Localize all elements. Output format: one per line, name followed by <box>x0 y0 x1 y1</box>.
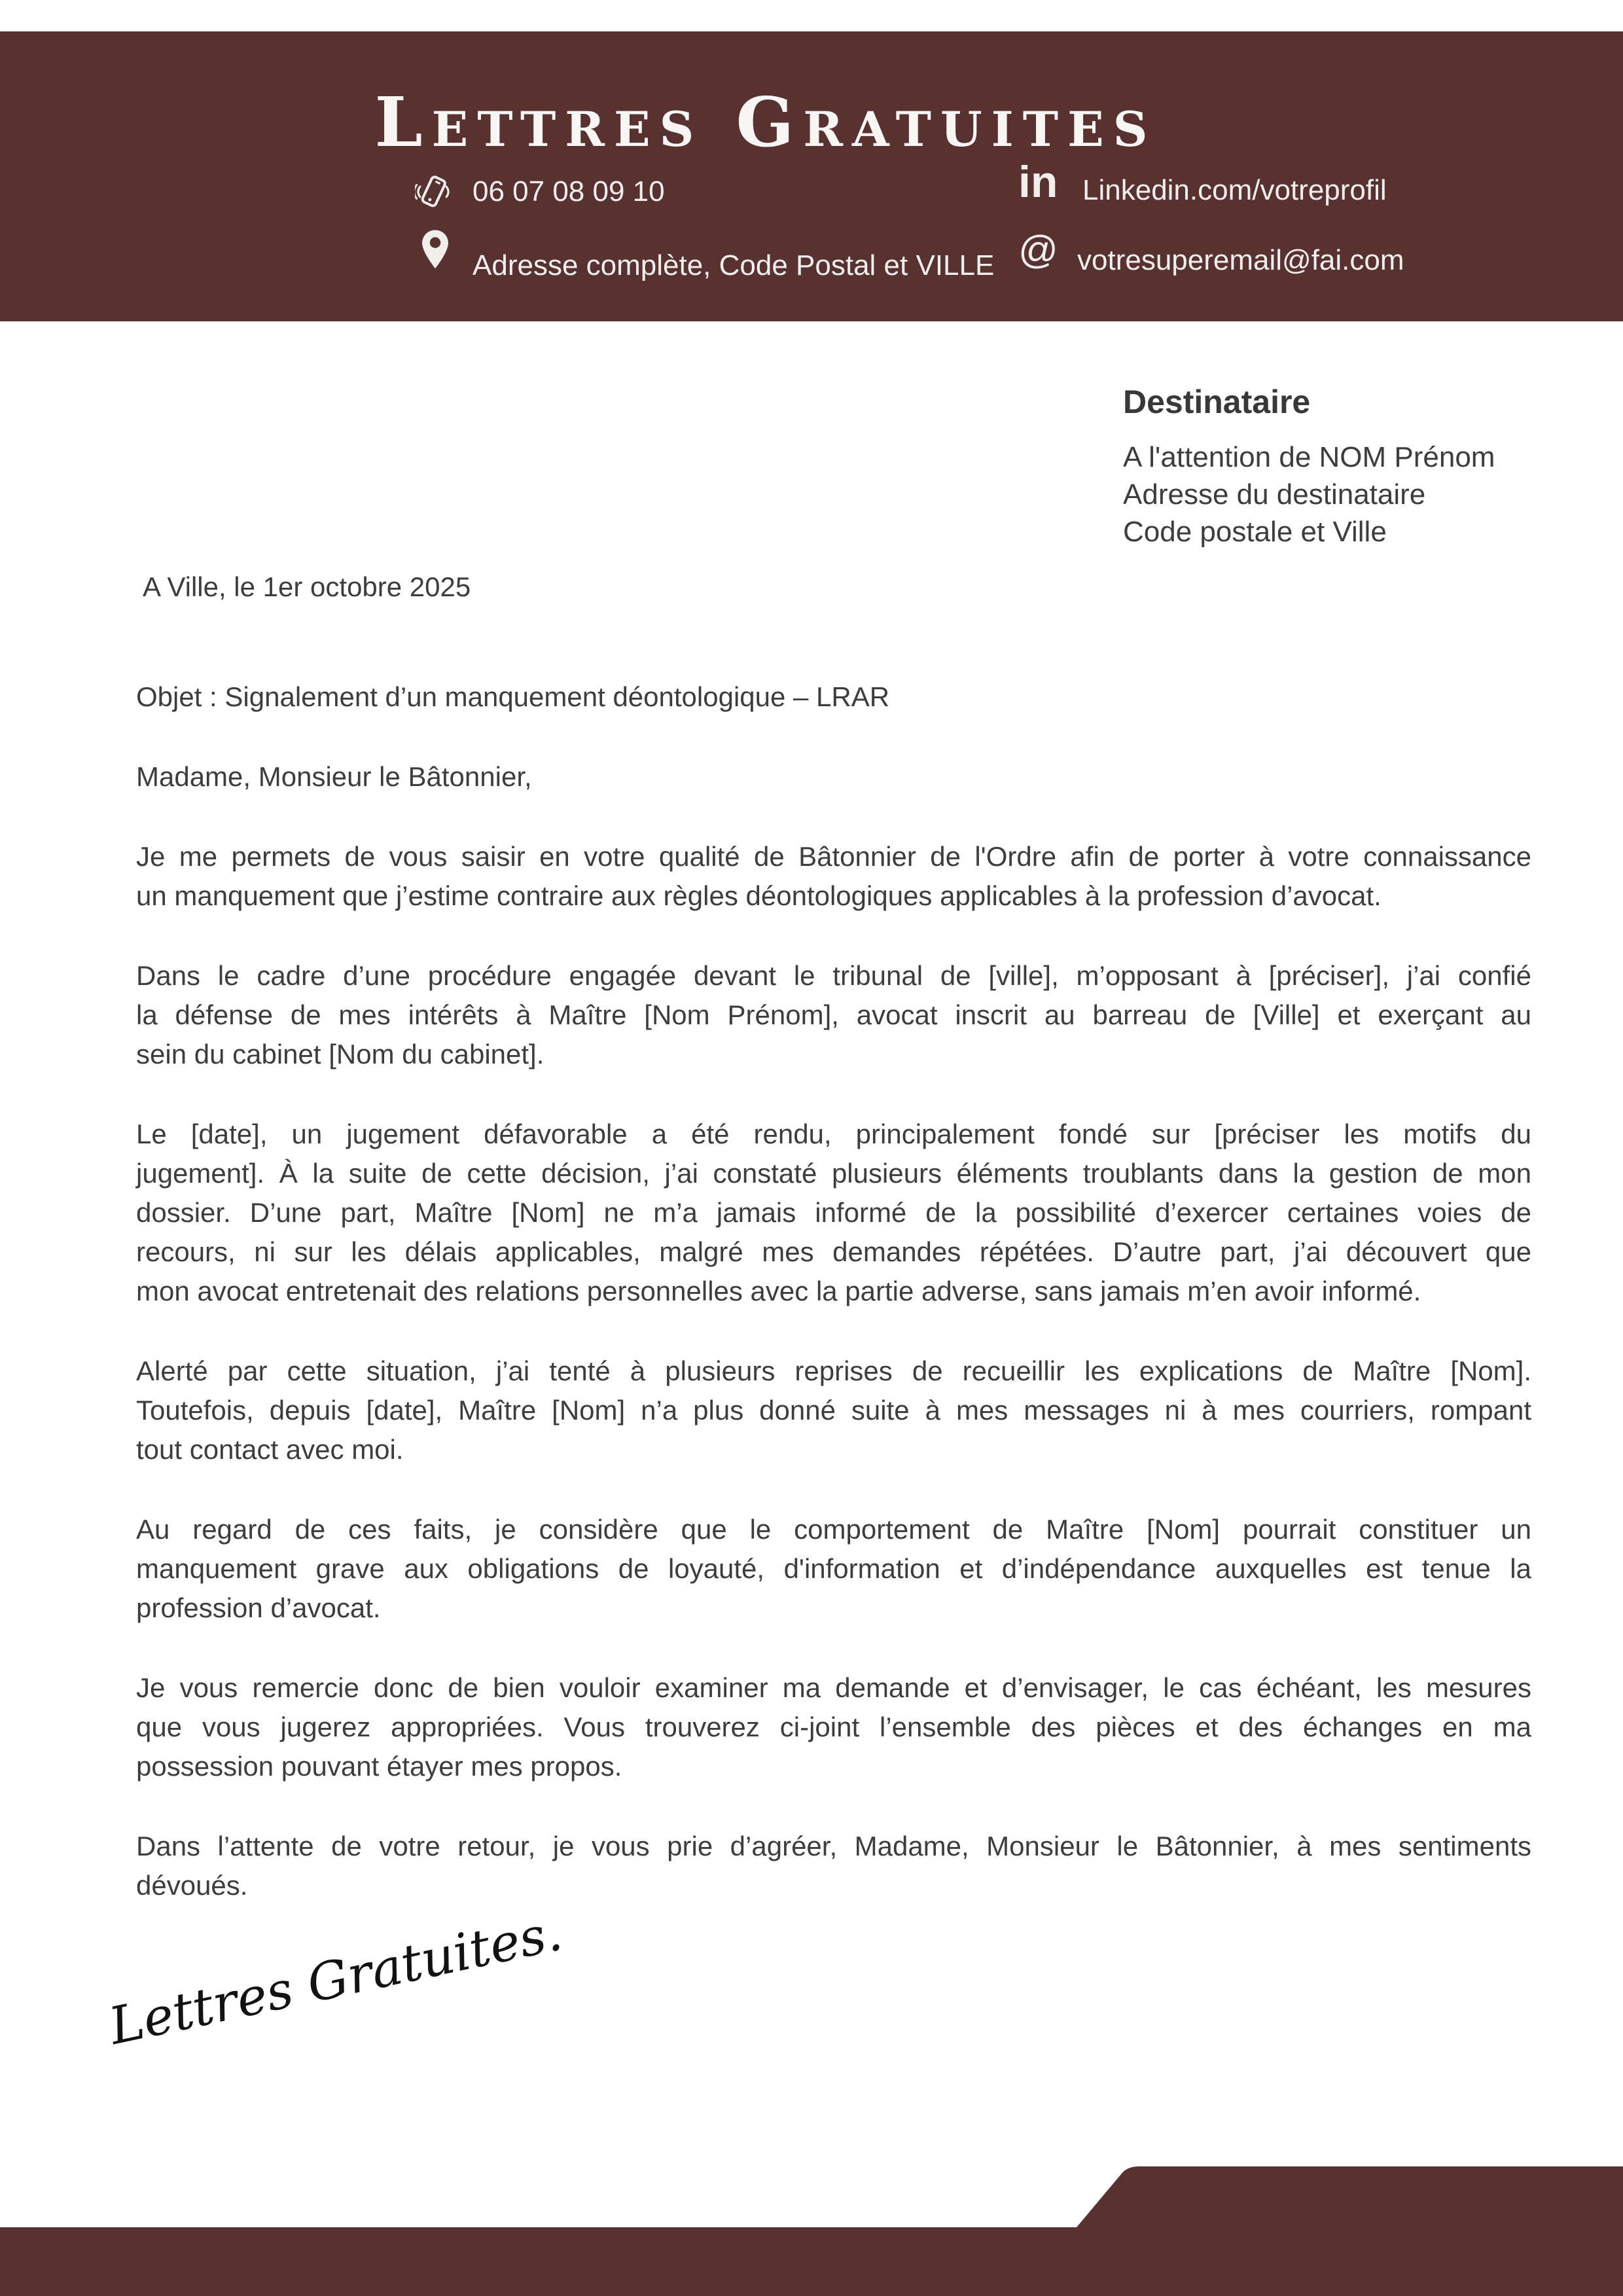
recipient-lines <box>1123 439 1594 550</box>
letter-line: Toutefois, depuis [date], Maître [Nom] n’a plus donné suite à mes messages ni à mes courriers, rompant <box>136 1395 1531 1426</box>
at-icon: @ <box>1018 228 1058 272</box>
letter-line: Au regard de ces faits, je considère que le comportement de Maître [Nom] pourrait constituer un <box>136 1514 1531 1545</box>
letter-line: un manquement que j’estime contraire aux règles déontologiques applicables à la profession d’avocat. <box>136 880 1382 911</box>
recipient-block <box>1123 381 1594 550</box>
recipient-heading: Destinataire <box>1123 384 1311 420</box>
paragraph-6 <box>136 1668 1531 1786</box>
brand-title: Lettres Gratuites <box>374 82 1157 162</box>
paragraph-1 <box>136 837 1531 916</box>
phone-number: 06 07 08 09 10 <box>473 175 665 207</box>
letter-line: Je me permets de vous saisir en votre qualité de Bâtonnier de l'Ordre afin de porter à votre connaissance <box>136 841 1531 872</box>
location-pin-icon <box>420 229 450 273</box>
letter-line: Dans le cadre d’une procédure engagée devant le tribunal de [ville], m’opposant à [préciser], j’ai confié <box>136 960 1531 991</box>
letter-line: Je vous remercie donc de bien vouloir examiner ma demande et d’envisager, le cas échéant, les mesures <box>136 1672 1531 1703</box>
linkedin-icon: in <box>1018 157 1058 207</box>
header-banner <box>0 31 1623 321</box>
letter-line: Madame, Monsieur le Bâtonnier, <box>136 761 532 792</box>
closing <box>136 1827 1531 1905</box>
phone-icon <box>415 171 452 215</box>
recipient-line: Adresse du destinataire <box>1123 478 1426 511</box>
letter-line: sein du cabinet [Nom du cabinet]. <box>136 1039 544 1069</box>
contact-phone <box>473 173 665 210</box>
letter-line: que vous jugerez appropriées. Vous trouverez ci-joint l’ensemble des pièces et des échanges en ma <box>136 1712 1531 1742</box>
paragraph-5 <box>136 1510 1531 1628</box>
paragraph-4 <box>136 1352 1531 1469</box>
letter-line: tout contact avec moi. <box>136 1434 404 1465</box>
letter-line: possession pouvant étayer mes propos. <box>136 1751 622 1782</box>
letter-body <box>136 567 1531 1946</box>
letter-paragraphs <box>136 757 1531 1905</box>
salutation <box>136 757 1531 797</box>
email-text: votresuperemail@fai.com <box>1077 244 1404 276</box>
contact-address <box>473 247 994 284</box>
letter-line: dossier. D’une part, Maître [Nom] ne m’a jamais informé de la possibilité d’exercer certaines voies de <box>136 1197 1531 1228</box>
subject-line: Objet : Signalement d’un manquement déontologique – LRAR <box>136 681 890 712</box>
letter-line: manquement grave aux obligations de loyauté, d'information et d’indépendance auxquelles est tenue la <box>136 1553 1531 1584</box>
letter-line: profession d’avocat. <box>136 1592 381 1623</box>
letter-line: la défense de mes intérêts à Maître [Nom Prénom], avocat inscrit au barreau de [Ville] et exerçant au <box>136 999 1531 1030</box>
paragraph-2 <box>136 956 1531 1074</box>
letter-line: mon avocat entretenait des relations personnelles avec la partie adverse, sans jamais m’en avoir informé. <box>136 1276 1421 1306</box>
paragraph-3 <box>136 1115 1531 1311</box>
letter-line: dévoués. <box>136 1870 248 1901</box>
signature-script: Lettres Gratuites. <box>104 1903 567 2056</box>
letter-line: Dans l’attente de votre retour, je vous prie d’agréer, Madame, Monsieur le Bâtonnier, à mes sentiments <box>136 1831 1531 1861</box>
letter-line: Alerté par cette situation, j’ai tenté à plusieurs reprises de recueillir les explications de Maître [Nom]. <box>136 1355 1531 1386</box>
address-text: Adresse complète, Code Postal et VILLE <box>473 249 995 281</box>
contact-email <box>1077 242 1404 279</box>
recipient-line: A l'attention de NOM Prénom <box>1123 441 1495 473</box>
date-line: A Ville, le 1er octobre 2025 <box>143 571 471 602</box>
letter-line: jugement]. À la suite de cette décision, j’ai constaté plusieurs éléments troublants dans la gestion de mon <box>136 1158 1531 1189</box>
letter-line: recours, ni sur les délais applicables, malgré mes demandes répétées. D’autre part, j’ai découvert que <box>136 1236 1531 1267</box>
footer-shape <box>0 2160 1623 2296</box>
contact-linkedin <box>1082 172 1387 209</box>
recipient-line: Code postale et Ville <box>1123 516 1387 548</box>
letter-line: Le [date], un jugement défavorable a été rendu, principalement fondé sur [préciser les motifs du <box>136 1119 1531 1149</box>
linkedin-text: Linkedin.com/votreprofil <box>1082 174 1387 206</box>
